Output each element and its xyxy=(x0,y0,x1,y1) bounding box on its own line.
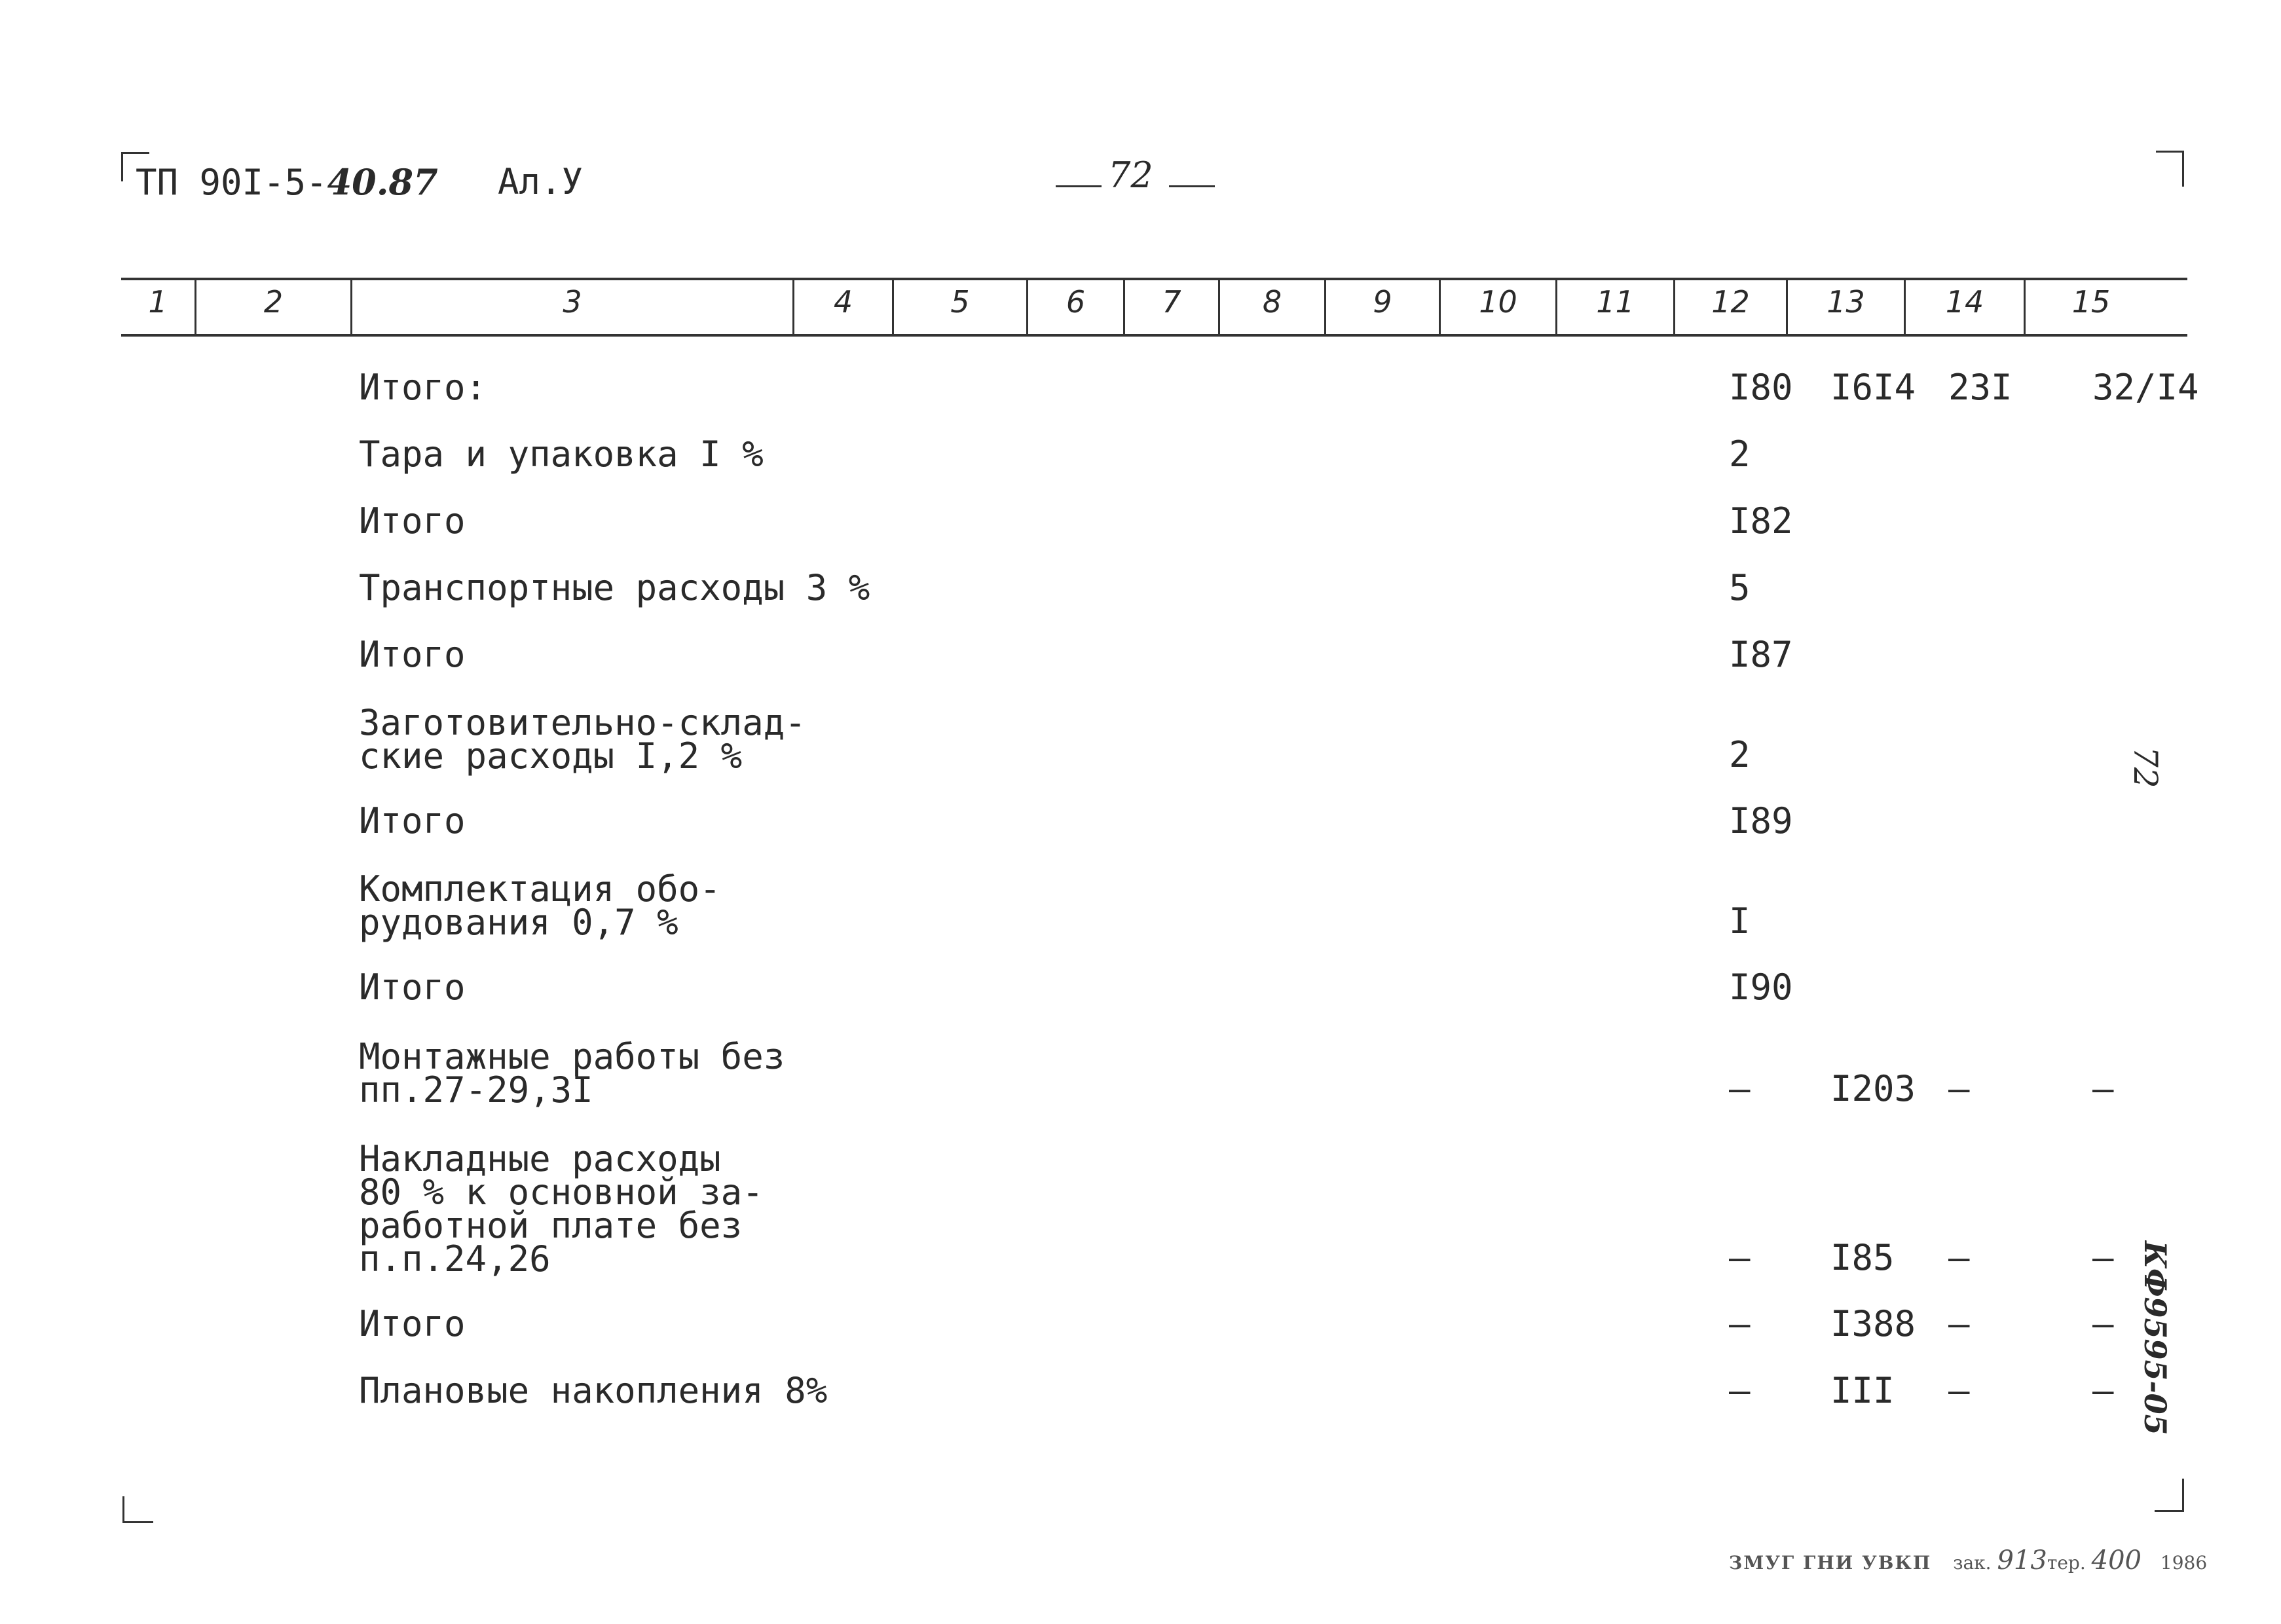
margin-page-number: 72 xyxy=(2126,747,2164,788)
header-rule-top xyxy=(121,278,2187,280)
row-value-col14: 23I xyxy=(1948,367,2012,408)
row-value-col12: 2 xyxy=(1729,734,1751,775)
column-number: 2 xyxy=(263,284,284,320)
row-label: Итого xyxy=(359,634,466,675)
copies-number: 400 xyxy=(2091,1545,2142,1576)
column-number: 12 xyxy=(1711,284,1750,320)
column-number: 4 xyxy=(833,284,853,320)
doc-code xyxy=(136,161,438,203)
page-number-header: 72 xyxy=(1056,155,1215,196)
column-number: 10 xyxy=(1479,284,1517,320)
row-value-col12: – xyxy=(1729,1068,1751,1109)
corner-mark-top-right xyxy=(2156,151,2184,187)
row-value-col14: – xyxy=(1948,1068,1970,1109)
row-label: Итого xyxy=(359,967,466,1008)
row-label: Накладные расходы 80 % к основной за- работной плате без п.п.24,26 xyxy=(359,1138,764,1280)
row-value-col15: – xyxy=(2092,1237,2114,1278)
column-number: 13 xyxy=(1827,284,1865,320)
row-value-col14: – xyxy=(1948,1370,1970,1411)
row-value-col12: I87 xyxy=(1729,634,1793,675)
row-label: Монтажные работы без пп.27-29,3I xyxy=(359,1036,785,1111)
column-number: 8 xyxy=(1262,284,1282,320)
row-value-col13: I203 xyxy=(1830,1068,1916,1109)
column-number: 14 xyxy=(1945,284,1984,320)
column-number: 5 xyxy=(950,284,970,320)
row-value-col12: I xyxy=(1729,900,1751,942)
row-label: Комплектация обо- рудования 0,7 % xyxy=(359,868,721,943)
column-number: 6 xyxy=(1066,284,1086,320)
print-year: 1986 xyxy=(2160,1552,2208,1574)
order-number: 913 xyxy=(1997,1545,2047,1576)
row-label: Итого xyxy=(359,800,466,841)
album-label: Ал.У xyxy=(498,161,584,202)
column-number: 11 xyxy=(1596,284,1635,320)
row-label: Итого: xyxy=(359,367,487,408)
row-value-col15: – xyxy=(2092,1303,2114,1344)
row-value-col13: I85 xyxy=(1830,1237,1895,1278)
column-number: 1 xyxy=(148,284,168,320)
row-label: Итого xyxy=(359,1303,466,1344)
column-number: 7 xyxy=(1162,284,1181,320)
row-value-col12: 2 xyxy=(1729,434,1751,475)
inventory-number: КФ9595-05 xyxy=(2138,1241,2173,1435)
row-value-col15: – xyxy=(2092,1068,2114,1109)
row-value-col12: – xyxy=(1729,1370,1751,1411)
row-label: Тара и упаковка I % xyxy=(359,434,764,475)
printer-name: ЗМУГ ГНИ УВКП xyxy=(1729,1552,1932,1574)
row-label: Транспортные расходы 3 % xyxy=(359,567,870,608)
column-number: 15 xyxy=(2071,284,2111,320)
row-value-col12: 5 xyxy=(1729,567,1751,608)
row-value-col12: – xyxy=(1729,1237,1751,1278)
row-label: Плановые накопления 8% xyxy=(359,1370,828,1411)
row-value-col12: I90 xyxy=(1729,967,1793,1008)
row-value-col14: – xyxy=(1948,1303,1970,1344)
row-value-col12: I89 xyxy=(1729,800,1793,841)
row-value-col13: III xyxy=(1830,1370,1895,1411)
corner-mark-bottom-left xyxy=(122,1496,153,1523)
doc-code-printed: ТП 90I-5- xyxy=(136,162,327,203)
print-imprint xyxy=(1729,1545,2207,1576)
doc-code-handwritten: 40.87 xyxy=(327,161,438,203)
row-value-col12: I80 xyxy=(1729,367,1793,408)
row-value-col15: 32/I4 xyxy=(2092,367,2199,408)
row-value-col12: – xyxy=(1729,1303,1751,1344)
row-label: Заготовительно-склад- ские расходы I,2 % xyxy=(359,702,806,777)
order-label: зак. xyxy=(1953,1552,1992,1574)
row-value-col12: I82 xyxy=(1729,500,1793,542)
column-number: 9 xyxy=(1373,284,1392,320)
header-rule-bottom xyxy=(121,334,2187,337)
row-value-col15: – xyxy=(2092,1370,2114,1411)
row-label: Итого xyxy=(359,500,466,542)
row-value-col13: I388 xyxy=(1830,1303,1916,1344)
copies-label: тер. xyxy=(2047,1552,2086,1574)
row-value-col14: – xyxy=(1948,1237,1970,1278)
row-value-col13: I6I4 xyxy=(1830,367,1916,408)
column-number: 3 xyxy=(563,284,582,320)
corner-mark-bottom-right xyxy=(2155,1479,2184,1512)
